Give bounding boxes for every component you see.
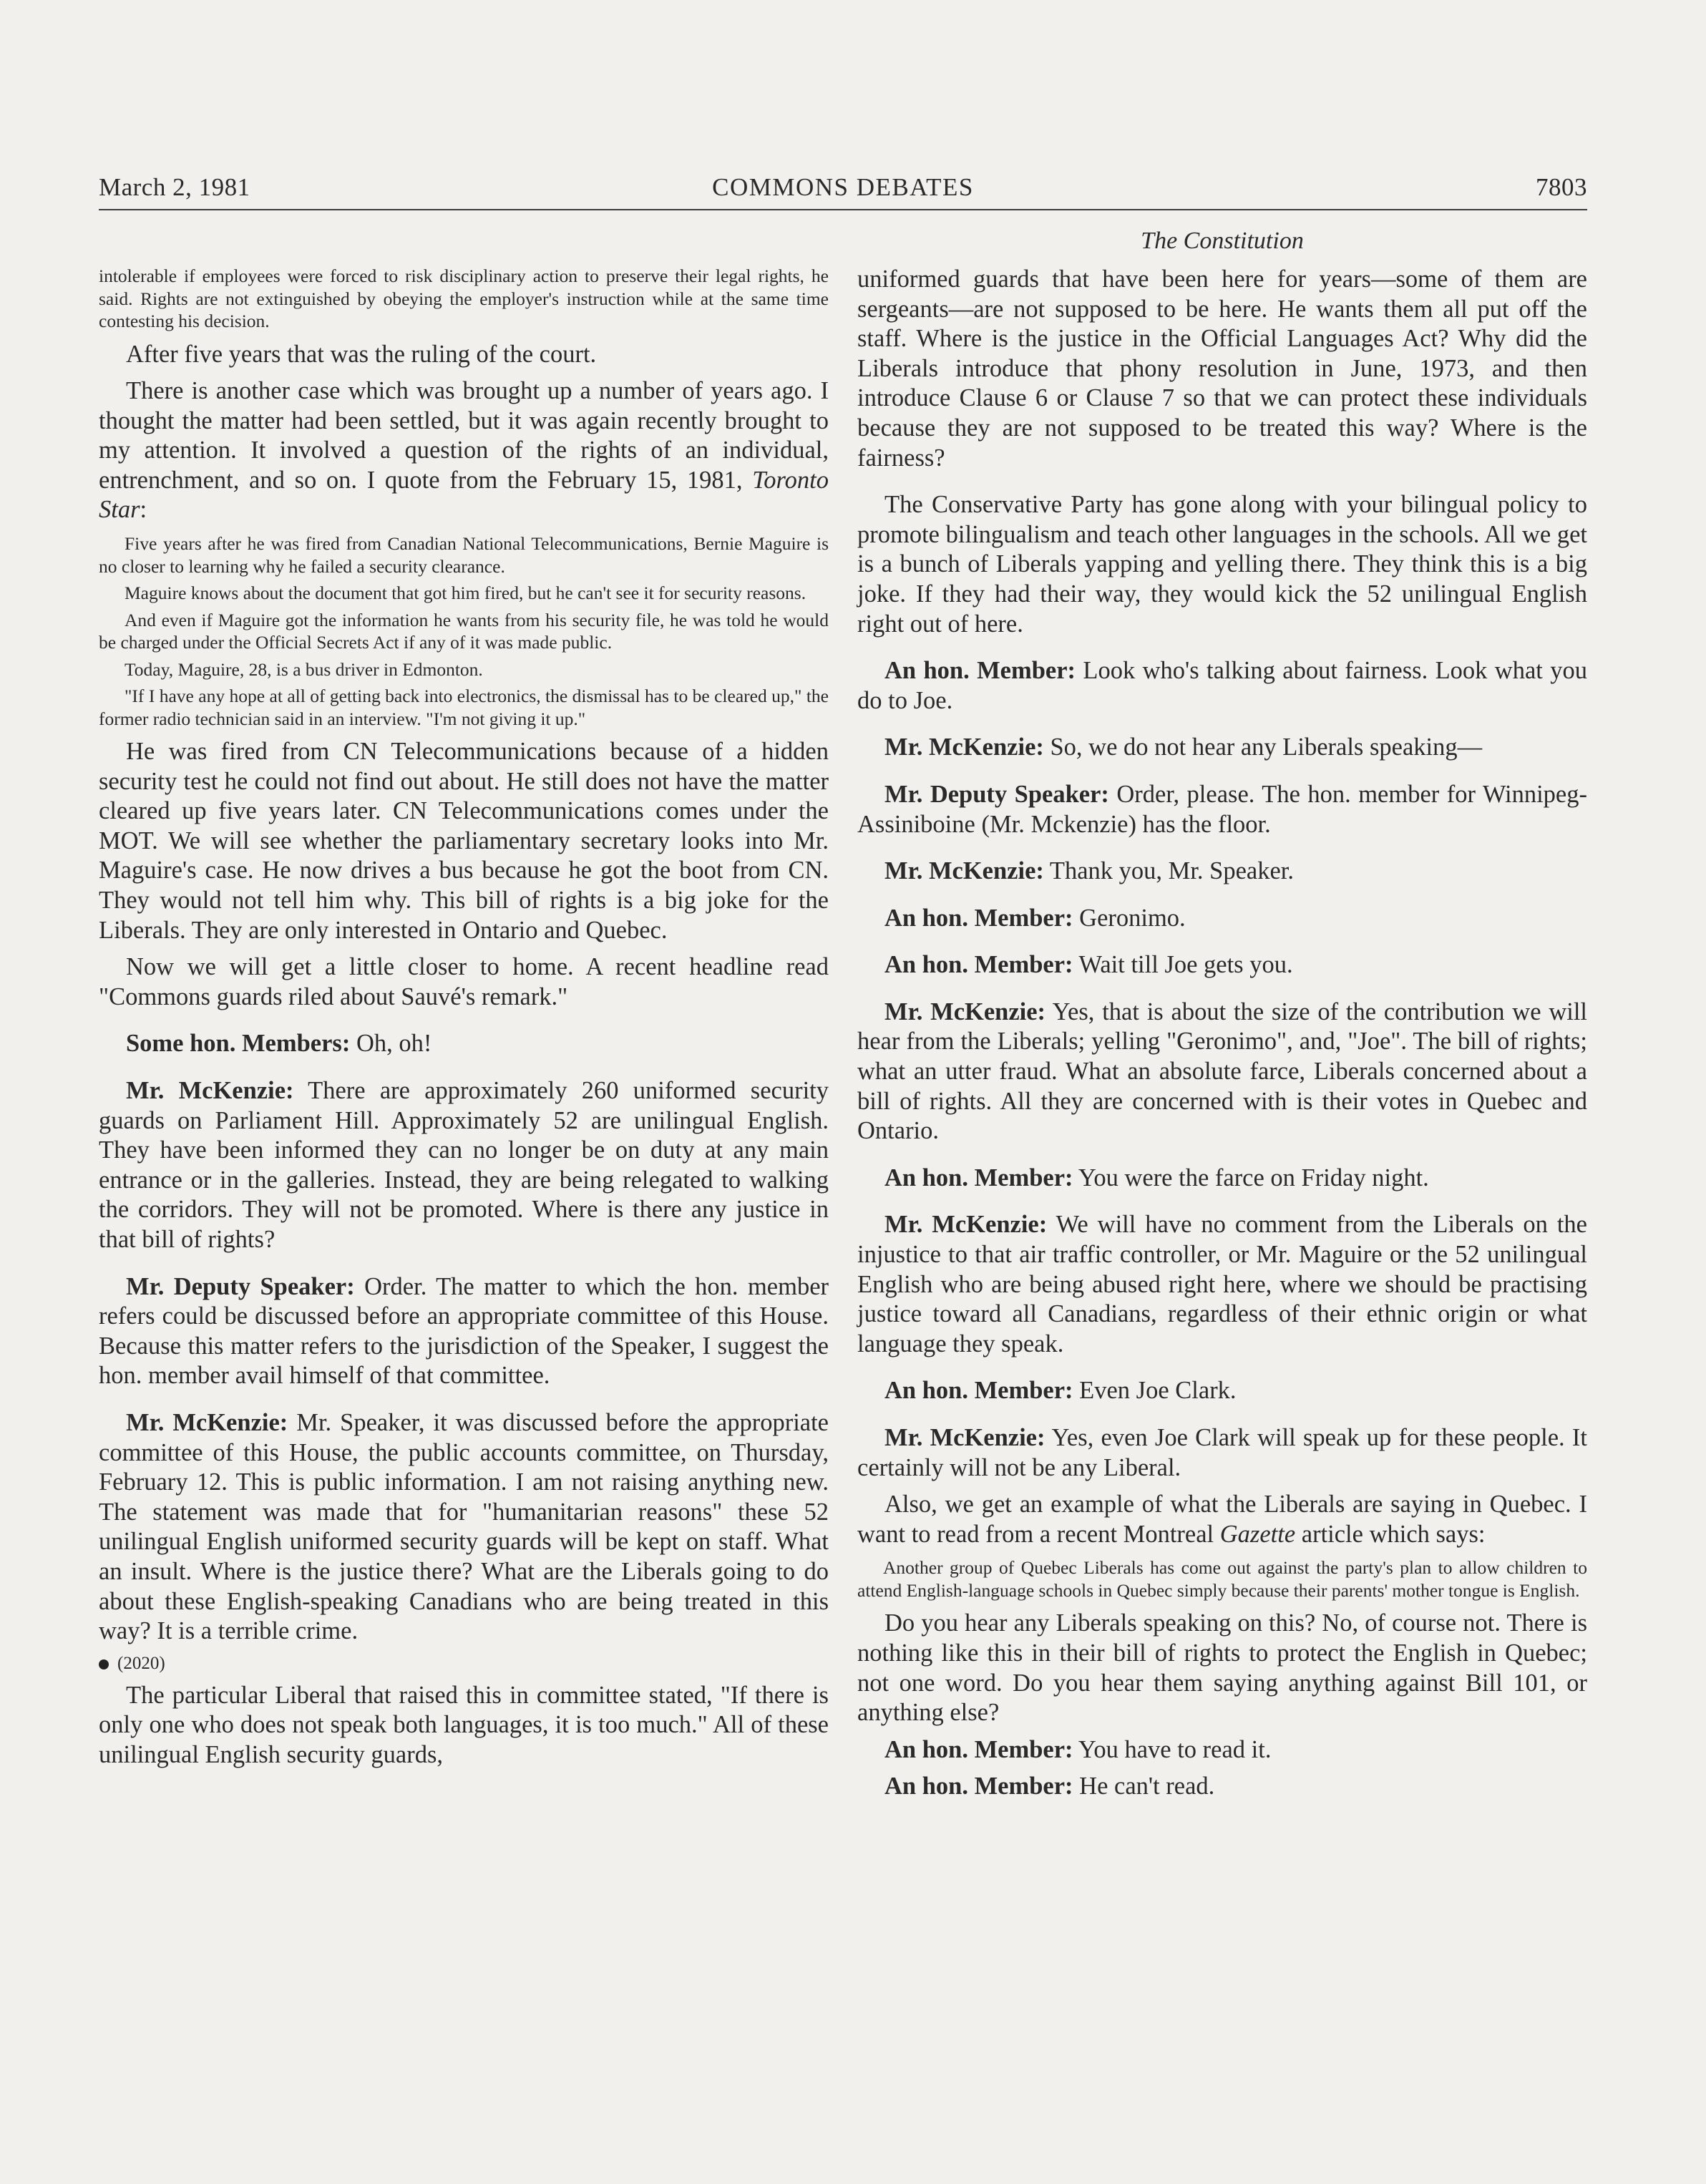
speech-text: So, we do not hear any Liberals speaking— <box>1043 733 1483 761</box>
paragraph: Do you hear any Liberals speaking on this? No, of course not. There is nothing like this in their bill of rights to protect the English in Quebec; not one word. Do you hear them saying anything against Bill 101, or anything else? <box>857 1609 1587 1727</box>
speaker-name: An hon. Member: <box>884 1164 1073 1191</box>
speech <box>99 1029 829 1059</box>
speech-text: Oh, oh! <box>350 1030 432 1058</box>
speech-text: He can't read. <box>1073 1773 1215 1800</box>
paragraph: The Conservative Party has gone along with your bilingual policy to promote bilingualism and teach other languages in the schools. All we get is a bunch of Liberals yapping and yelling there. They think this is a big joke. If they had their way, they would kick the 52 unilingual English right out of here. <box>857 491 1587 638</box>
speech-text: Order, please. The hon. member for Winnipeg-Assiniboine (Mr. Mckenzie) has the floor. <box>857 780 1587 838</box>
right-column <box>857 265 1587 1809</box>
speech <box>99 1408 829 1647</box>
speaker-name: An hon. Member: <box>884 1735 1073 1763</box>
quote-block: intolerable if employees were forced to risk disciplinary action to preserve their legal rights, he said. Rights are not extinguished by obeying the employer's instruction while at the same time contesting his decision. <box>99 265 829 331</box>
paragraph: After five years that was the ruling of the court. <box>126 340 597 368</box>
speech <box>857 733 1587 763</box>
speaker-name: Mr. Deputy Speaker: <box>884 780 1109 808</box>
speech <box>857 780 1587 839</box>
quote-block: Another group of Quebec Liberals has come out against the party's plan to allow children to attend English-language schools in Quebec simply because their parents' mother tongue is English. <box>857 1557 1587 1601</box>
paragraph-text: article which says: <box>1295 1520 1486 1548</box>
header-title: COMMONS DEBATES <box>712 173 974 201</box>
quote-block: And even if Maguire got the information he wants from his security file, he was told he would be charged under the Official Secrets Act if any of it was made public. <box>99 609 829 653</box>
paragraph-text: Also, we get an example of what the Liberals are saying in Quebec. I want to read from a recent Montreal <box>857 1491 1587 1548</box>
speaker-name: Mr. McKenzie: <box>884 857 1044 885</box>
speech-text: Wait till Joe gets you. <box>1073 951 1293 979</box>
paragraph <box>857 1490 1587 1549</box>
speech <box>857 1210 1587 1359</box>
speech-text: Thank you, Mr. Speaker. <box>1043 857 1294 885</box>
speech <box>857 1376 1587 1406</box>
speaker-name: An hon. Member: <box>884 1377 1073 1405</box>
speech-text: Order. The matter to which the hon. member refers could be discussed before an appropriate committee of this House. Because this matter refers to the jurisdiction of the Speaker, I suggest the hon. member avail himself of that committee. <box>99 1272 829 1390</box>
speech <box>857 857 1587 887</box>
paragraph-text: There is another case which was brought up a number of years ago. I thought the matter had been settled, but it was again recently brought to my attention. It involved a question of the rights of an individual, entrenchment, and so on. I quote from the February 15, 1981, <box>99 377 829 494</box>
paragraph <box>99 376 829 525</box>
section-title: The Constitution <box>1141 228 1304 254</box>
speech <box>857 1772 1587 1802</box>
speech-text: There are approximately 260 uniformed security guards on Parliament Hill. Approximately 52 are unilingual English. They have been informed they can no longer be on duty at any main entrance or in the galleries. Instead, they are being relegated to walking the corridors. They will not be promoted. Where is there any justice in that bill of rights? <box>99 1077 829 1253</box>
speaker-name: Mr. McKenzie: <box>884 733 1044 761</box>
left-column <box>99 265 829 1777</box>
speech <box>857 656 1587 716</box>
speech <box>857 1423 1587 1483</box>
speaker-name: Mr. McKenzie: <box>126 1077 294 1104</box>
header-date: March 2, 1981 <box>99 173 250 201</box>
speech-text: Even Joe Clark. <box>1073 1377 1237 1405</box>
speech <box>857 1735 1587 1765</box>
speech-text: You were the farce on Friday night. <box>1073 1164 1429 1191</box>
header-rule <box>99 209 1587 210</box>
speech-text: Look who's talking about fairness. Look what you do to Joe. <box>857 657 1587 714</box>
speaker-name: Mr. McKenzie: <box>884 998 1046 1025</box>
page-number: 7803 <box>1536 173 1587 201</box>
paragraph-text: : <box>140 496 147 524</box>
speaker-name: Mr. McKenzie: <box>126 1408 288 1436</box>
paragraph: Now we will get a little closer to home. A recent headline read "Commons guards riled about Sauvé's remark." <box>99 953 829 1010</box>
speech <box>857 998 1587 1146</box>
speech <box>857 1164 1587 1194</box>
paragraph: The particular Liberal that raised this in committee stated, "If there is only one who does not speak both languages, it is too much." All of these unilingual English security guards, <box>99 1681 829 1768</box>
paragraph: He was fired from CN Telecommunications because of a hidden security test he could not find out about. He still does not have the matter cleared up five years later. CN Telecommunications comes under the MOT. We will see whether the parliamentary secretary looks into Mr. Maguire's case. He now drives a bus because he got the boot from CN. They would not tell him why. This bill of rights is a big joke for the Liberals. They are only interested in Ontario and Quebec. <box>99 738 829 944</box>
paragraph: uniformed guards that have been here for years—some of them are sergeants—are not supposed to be here. He wants them all put off the staff. Where is the justice in the Official Languages Act? Why did the Liberals introduce that phony resolution in June, 1973, and then introduce Clause 6 or Clause 7 so that we can protect these individuals because they are not supposed to be treated this way? Where is the fairness? <box>857 265 1587 472</box>
speech-text: Mr. Speaker, it was discussed before the appropriate committee of this House, the public accounts committee, on Thursday, February 12. This is public information. I am not raising anything new. The statement was made that for "humanitarian reasons" these 52 unilingual English uniformed security guards will be kept on staff. What an insult. Where is the justice there? What are the Liberals going to do about these English-speaking Canadians who are being treated in this way? It is a terrible crime. <box>99 1408 829 1645</box>
quote-block: Five years after he was fired from Canadian National Telecommunications, Bernie Maguire is no closer to learning why he failed a security clearance. <box>99 533 829 577</box>
speech <box>99 1272 829 1391</box>
speaker-name: An hon. Member: <box>884 951 1073 979</box>
speech-text: Yes, that is about the size of the contribution we will hear from the Liberals; yelling "Geronimo", and, "Joe". The bill of rights; what an utter fraud. What an absolute farce, Liberals concerned about a bill of rights. All they are concerned with is their votes in Quebec and Ontario. <box>857 998 1587 1145</box>
speech <box>857 904 1587 934</box>
quote-block: Today, Maguire, 28, is a bus driver in Edmonton. <box>125 658 483 680</box>
speech <box>99 1076 829 1255</box>
speaker-name: An hon. Member: <box>884 657 1076 685</box>
speech-text: Yes, even Joe Clark will speak up for these people. It certainly will not be any Liberal. <box>857 1424 1587 1481</box>
speaker-name: Mr. McKenzie: <box>884 1211 1048 1239</box>
speech-text: We will have no comment from the Liberals on the injustice to that air traffic controller, or Mr. Maguire or the 52 unilingual English who are being abused right here, where we should be practising justice toward all Canadians, regardless of their ethnic origin or what language they speak. <box>857 1211 1587 1357</box>
speaker-name: Some hon. Members: <box>126 1030 351 1058</box>
time-marker <box>99 1654 829 1674</box>
speaker-name: Mr. Deputy Speaker: <box>126 1272 355 1300</box>
speaker-name: Mr. McKenzie: <box>884 1424 1045 1451</box>
speech-text: Geronimo. <box>1073 904 1186 932</box>
bullet-icon <box>99 1659 109 1669</box>
quote-block: "If I have any hope at all of getting back into electronics, the dismissal has to be cleared up," the former radio technician said in an interview. "I'm not giving it up." <box>99 686 829 729</box>
page-header <box>99 173 1587 208</box>
time-marker-text: (2020) <box>117 1653 165 1673</box>
speech <box>857 950 1587 980</box>
publication-name: Toronto Star <box>99 466 829 524</box>
publication-name: Gazette <box>1219 1520 1296 1548</box>
speaker-name: An hon. Member: <box>884 1773 1073 1800</box>
speaker-name: An hon. Member: <box>884 904 1073 932</box>
quote-block: Maguire knows about the document that got him fired, but he can't see it for security reasons. <box>125 582 806 604</box>
speech-text: You have to read it. <box>1073 1735 1272 1763</box>
